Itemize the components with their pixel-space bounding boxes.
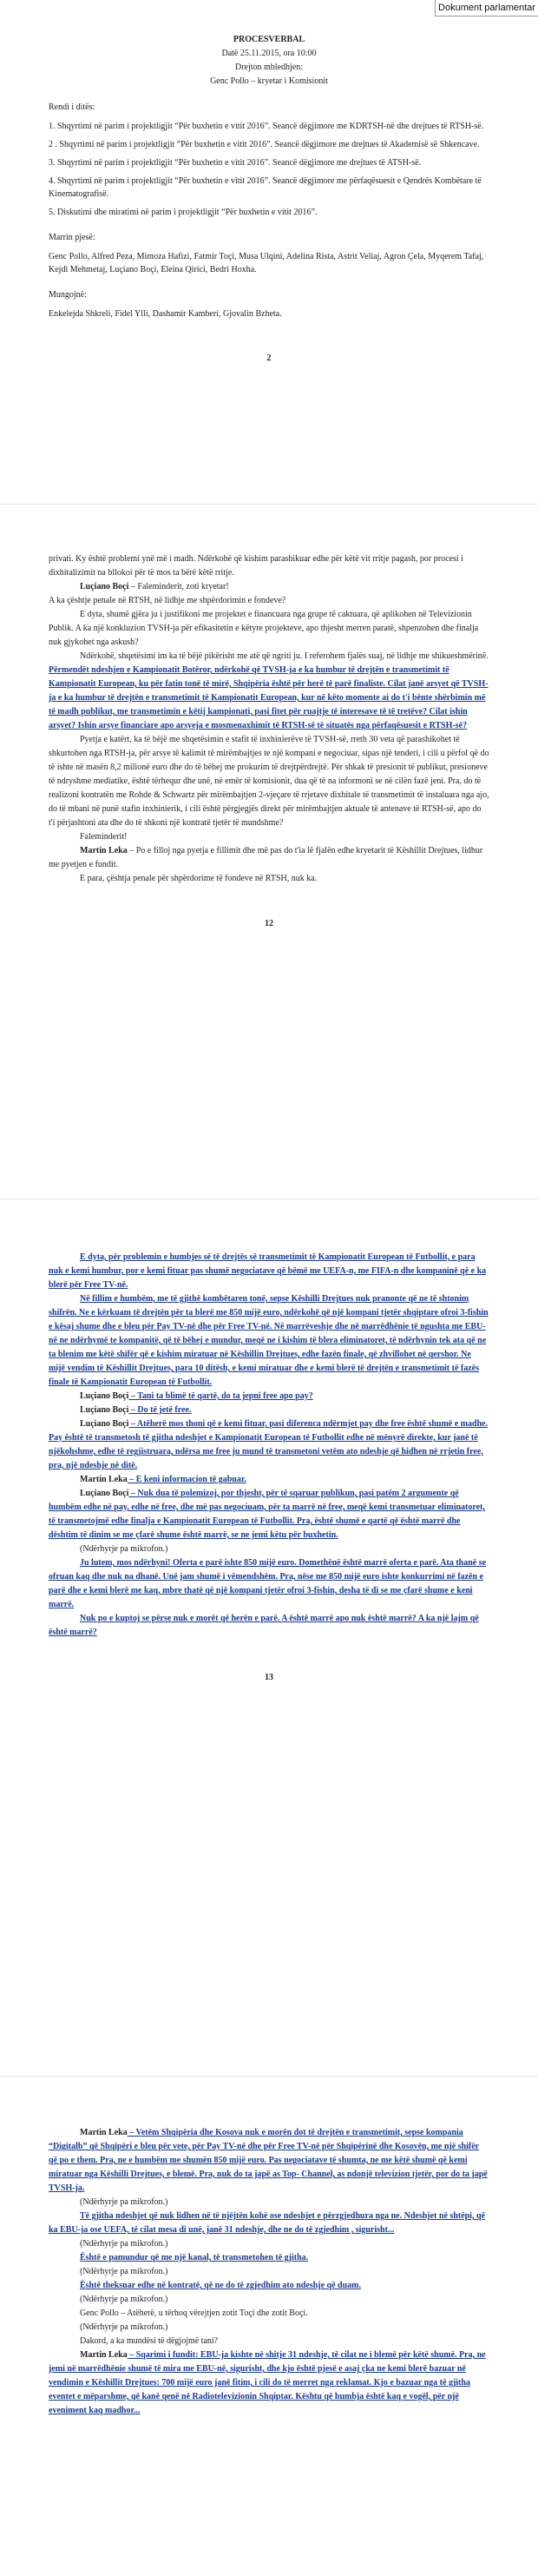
page-1 (0, 33, 538, 372)
speech-text: – E keni informacion të gabuar. (127, 1475, 246, 1484)
highlighted-text: E dyta, për problemin e humbjes së të drejtës së transmetimit të Kampionatit European të Futbollit, e para nuk e kemi humbur, por e kemi fituar pas shumë negociatave që bëmë me UEFA-n, me FIFA-n dhe kompaninë që e ka blerë për Free TV-në. (49, 1252, 487, 1290)
speech-text: – Sqarimi i fundit: EBU-ja kishte në shitje 31 ndeshje, të cilat ne i blemë për këtë shumë. Pra, ne jemi në marrëdhënie shumë të mira me EBU-në, sigurisht, dhe kjo është pjesë e asaj çka ne kemi blerë bazuar në vendimin e Këshillit Drejtues: 700 mijë euro janë fitim, i cili do të merret nga reklamat. Kjo e bazuar nga të gjitha eventet e mëparshme, që kanë qenë në Radiotelevizionin Shqiptar. Kështu që humbja është kaq e vogël, për një eveniment kaq madhor... (49, 2350, 486, 2415)
speaker-name: Luçiano Boçi (80, 1489, 129, 1498)
speaker-name: Luçiano Boçi (80, 1419, 129, 1429)
paragraph: privati. Ky është problemi ynë më i madh. Ndërkohë që kishim parashikuar edhe për këtë vit rritje pagash, por procesi i dixhitalizimit na bllokoi për të mos ta bërë këtë rritje. (49, 554, 463, 578)
speech (49, 1417, 489, 1473)
highlighted-text: Është e pamundur që me një kanal, të transmetohen të gjitha. (80, 2253, 309, 2262)
highlighted-text: Të gjitha ndeshjet që nuk lidhen në të njëjtën kohë ose ndeshjet e përzgjedhura nga ne. Ndeshjet në shtëpi, që ka EBU-ja ose UEFA, të cilat mesa di unë, janë 31 ndeshje, dhe ne do të zgjedhim , sigurisht... (49, 2211, 485, 2235)
paragraph: Faleminderit! (80, 832, 128, 842)
highlighted-text: Nuk po e kuptoj se përse nuk e morët që herën e parë. A është marrë apo nuk është marrë? A ka një lajm që është marrë? (49, 1614, 479, 1637)
paragraph: A ka çështje penale në RTSH, në lidhje me shpërdorimin e fondeve? (49, 596, 286, 605)
chair-label: Drejton mbledhjen: (234, 63, 304, 72)
highlighted-text: Përmendët ndeshjen e Kampionatit Botëror, ndërkohë që TVSH-ja e ka humbur të drejtën e transmetimit të Kampionatit European, ku për fatin tonë të mirë, Shqipëria është për herë të parë finaliste. Cilat janë arsyet që TVSH-ja e ka humbur të drejtën e transmetimit të Kampionatit European, kur në këto momente ai do t'i bënte shërbimin më të madh publikut, me transmetimin e këtij kampionati, pasi fitet për ruajtje të interesave të të tretëve? Cilat ishin arsyet? Ishin arsye financiare apo arsyeja e mosmenaxhimit të RTSH-së të situatës nga përfaqësuesit e RTSH-së? (49, 665, 489, 730)
agenda-item: 4. Shqyrtimi në parim i projektligjit “Për buxhetin e vitit 2016”. Seancë dëgjimore me përfaqësuesit e Qendrës Kombëtare të Kinematografisë. (49, 176, 482, 199)
page-number: 12 (265, 919, 273, 928)
page-number: 2 (266, 353, 272, 363)
absent-label: Mungojnë: (49, 290, 87, 300)
highlighted-text: Në fillim e humbëm, me të gjithë kombëtaren tonë, sepse Këshilli Drejtues nuk pranonte që ne të shtonim shifrën. Ne e kërkuam të drejtën për ta blerë me 850 mijë euro, ndërkohë që një kompani tjetër shqiptare ofroi 3-fishin e kësaj shume dhe e bleu për Pay TV-në dhe për Free TV-në. Në marrëveshje dhe në marrëdhënie të ngushta me EBU-në ne ndërhymë te kompanitë, që të bëhej e mundur, meqë ne i kishim të blera eliminatoret, të ndërhynin tek ata që ne ta blenim me këtë shifër që e kishim miratuar në Këshillin Drejtues, edhe fazën finale, që zhvillohet në qershor. Ne mijë vendim të Këshillit Drejtues, para 10 ditësh, e kemi miratuar dhe e kemi blerë të drejtën e transmetimit të fazës finale të Kampionatit European të Futbollit. (49, 1294, 489, 1387)
speech (49, 2126, 489, 2196)
interjection: (Ndërhyrje pa mikrofon.) (80, 2197, 168, 2207)
speech (49, 844, 489, 872)
speech (49, 2348, 489, 2418)
paragraph-text: Ndërkohë, shqetësimi im ka të bëjë pikërisht me atë që ngriti ju. I referohem fjalës suaj, në lidhje me shikueshmërinë. (80, 651, 489, 661)
present-label: Marrin pjesë: (49, 233, 95, 242)
speech (49, 1390, 489, 1404)
paragraph: Dakord, a ka mundësi të dëgjojmë tani? (80, 2336, 219, 2346)
doc-date: Datë 25.11.2015, ora 10:00 (221, 49, 317, 58)
speaker-name: Luçiano Boçi (80, 1391, 129, 1401)
interjection: (Ndërhyrje pa mikrofon.) (80, 2295, 168, 2304)
absent-list: Enkelejda Shkreli, Fidel Ylli, Dashamir Kamberi, Gjovalin Bzheta. (49, 309, 282, 319)
speaker-name: Martin Leka (80, 2350, 128, 2360)
speech (49, 1487, 489, 1542)
paragraph: Pyetja e katërt, ka të bëjë me shqetësimin e stafit të inxhinierëve të TVSH-së, rreth 30 veta që parashikohet të shkurtohen nga RTSH-ja, për arsye të kalimit të mirëmbajtjes te një kompani e negociuar, sipas një tenderi, i cili u përfol që do të ishte në masën 8,2 milionë euro dhe do të bëhej me prokurim të drejtpërdrejtë. Për shkak të presionit të publikut, presioneve të ndryshme mediatike, është tërhequr dhe unë, në emër të komisionit, dua që të na informoni se në cilën fazë jeni. Pra, do të realizoni kontratën me Rohde & Schwartz për mirëmbajtjen 2-vjeçare të rrjetave dixhitale të transmetimit të instaluara nga ajo, do të mbani në punë stafin inxhinierik, i cili është përgjegjës direkt për mirëmbajtjen aktuale të antenave të RTSH-së, apo do t'i përjashtoni ata dhe do të shkoni një kontratë tjetër të mundshme? (49, 735, 489, 828)
speech (49, 1473, 489, 1487)
page-4 (0, 2126, 538, 2418)
chair-name: Genc Pollo – kryetar i Komisionit (210, 76, 328, 86)
speech-text: – Po e filloj nga pyetja e fillimit dhe më pas do t'ia lë fjalën edhe kryetarit të Këshillit Drejtues, lidhur me pyetjen e fundit. (49, 846, 483, 869)
agenda-item: 5. Diskutimi dhe miratimi në parim i projektligjit “Për buxhetin e vitit 2016”. (49, 208, 318, 217)
highlighted-text: Ju lutem, mos ndërhyni! Oferta e parë ishte 850 mijë euro. Domethënë është marrë oferta e parë. Ata thanë se ofruan kaq dhe nuk na dhanë. Unë jam shumë i vëmendshëm. Pra, nëse me 850 mijë euro ishte konkurrimi në fazën e parë dhe e kemi blerë me kaq, mbre thatë që një kompani tjetër ofroi 3-fishin, desha të di se me çfarë shume e keni marrë. (49, 1558, 487, 1609)
speech (49, 1404, 489, 1417)
speech-text: – Do të jetë free. (128, 1405, 192, 1415)
highlighted-text: Është theksuar edhe në kontratë, që ne do të zgjedhim ato ndeshje që duam. (80, 2281, 361, 2290)
speaker-name: Martin Leka (80, 1475, 128, 1484)
agenda-item: 3. Shqyrtimi në parim i projektligjit “Për buxhetin e vitit 2016”. Seancë dëgjimore me drejtues të ATSH-së. (49, 158, 422, 168)
speech-text: – Nuk dua të polemizoj, por thjesht, për të sqaruar publikun, pasi patëm 2 argumente që humbëm edhe në pay, edhe në free, dhe më pas negociuam, për ta marrë në free, meqë kemi transmetuar eliminatoret, të transmetojmë edhe finalja e Kampionatit European të Futbollit. Pra, është shumë e qartë që është marrë dhe dështim të dinim se me çfarë shume është marrë, se ne jemi këtu për buxhetin. (49, 1489, 485, 1540)
interjection: (Ndërhyrje pa mikrofon.) (80, 2322, 168, 2332)
page-3 (0, 1251, 538, 1691)
speaker-name: Luçiano Boçi (80, 1405, 129, 1415)
page-2 (0, 552, 538, 937)
page-divider (0, 2076, 538, 2077)
doc-title: PROCESVERBAL (233, 35, 305, 44)
speaker-name: Luçiano Boçi (80, 582, 129, 591)
speech (49, 580, 489, 594)
paragraph: E dyta, shumë gjëra ju i justifikoni me projektet e financuara nga grupe të caktuara, që aplikohen në Televizionin Publik. A ka një konkluzion TVSH-ja për efikasitetin e këtyre projekteve, apo thjesht merren paratë, shpenzohen dhe finalja nuk gjykohet nga askush? (49, 610, 479, 647)
speech-text: – Faleminderit, zoti kryetar! (128, 582, 229, 591)
speech-text: – Vetëm Shqipëria dhe Kosova nuk e morën dot të drejtën e transmetimit, sepse kompania “Digitalb” që Shqipëri e bleu për vete, për Pay TV-në dhe për Free TV-në për Shqipërinë dhe Kosovën, me një shifër që po e them. Pra, ne e humbëm me shumën 850 mijë euro. Pas negociatave të shumta, ne me këtë shumë që kemi miratuar nga Këshilli Drejtues, e blemë. Pra, nuk do ta japë as Top- Channel, as ndonjë televizion tjetër, por do ta japë TVSH-ja. (49, 2128, 488, 2193)
speaker-name: Martin Leka (80, 2128, 128, 2137)
speech-text: – Tani ta blimë të qartë, do ta jepni free apo pay? (128, 1391, 313, 1401)
agenda-title: Rendi i ditës: (49, 102, 95, 112)
speaker-name: Martin Leka (80, 846, 128, 855)
speech-text: – Atëherë mos thoni që e kemi fituar, pasi diferenca ndërmjet pay dhe free është shumë e madhe. Pay është të transmetosh të gjitha ndeshjet e Kampionatit European të Futbollit edhe në mënyrë direkte, kur janë të njëkohshme, edhe të regjistruara, ndërsa me free ju mund të transmetoni vetëm ato ndeshje që hidhen në rrjetin free, pra, një ndeshje në ditë. (49, 1419, 489, 1470)
paragraph: E para, çështja penale për shpërdorime të fondeve në RTSH, nuk ka. (80, 874, 318, 883)
interjection: (Ndërhyrje pa mikrofon.) (80, 1544, 168, 1554)
agenda-item: 2 . Shqyrtimi në parim i projektligjit “Për buxhetin e vitit 2016”. Seancë dëgjimore me drejtues të Akademisë së Shkencave. (49, 140, 480, 149)
interjection: (Ndërhyrje pa mikrofon.) (80, 2267, 168, 2276)
paragraph (49, 650, 489, 733)
present-list: Genc Pollo, Alfred Peza, Mimoza Hafizi, Fatmir Toçi, Musa Ulqini, Adelina Rista, Astrit Veliaj, Agron Çela, Myqerem Tafaj, Kejdi Mehmetaj, Luçiano Boçi, Eleina Qirici, Bedri Hoxha. (49, 252, 484, 274)
paragraph: Genc Pollo – Atëherë, u tërhoq vërejtjen zotit Toçi dhe zotit Boçi. (80, 2308, 308, 2318)
doc-label: Dokument parlamentar (435, 0, 538, 17)
agenda-item: 1. Shqyrtimi në parim i projektligjit “Për buxhetin e vitit 2016”. Seancë dëgjimore me KDRTSH-në dhe drejtues të RTSH-së. (49, 122, 484, 131)
page-divider (0, 504, 538, 505)
interjection: (Ndërhyrje pa mikrofon.) (80, 2239, 168, 2249)
page-number: 13 (265, 1673, 273, 1682)
